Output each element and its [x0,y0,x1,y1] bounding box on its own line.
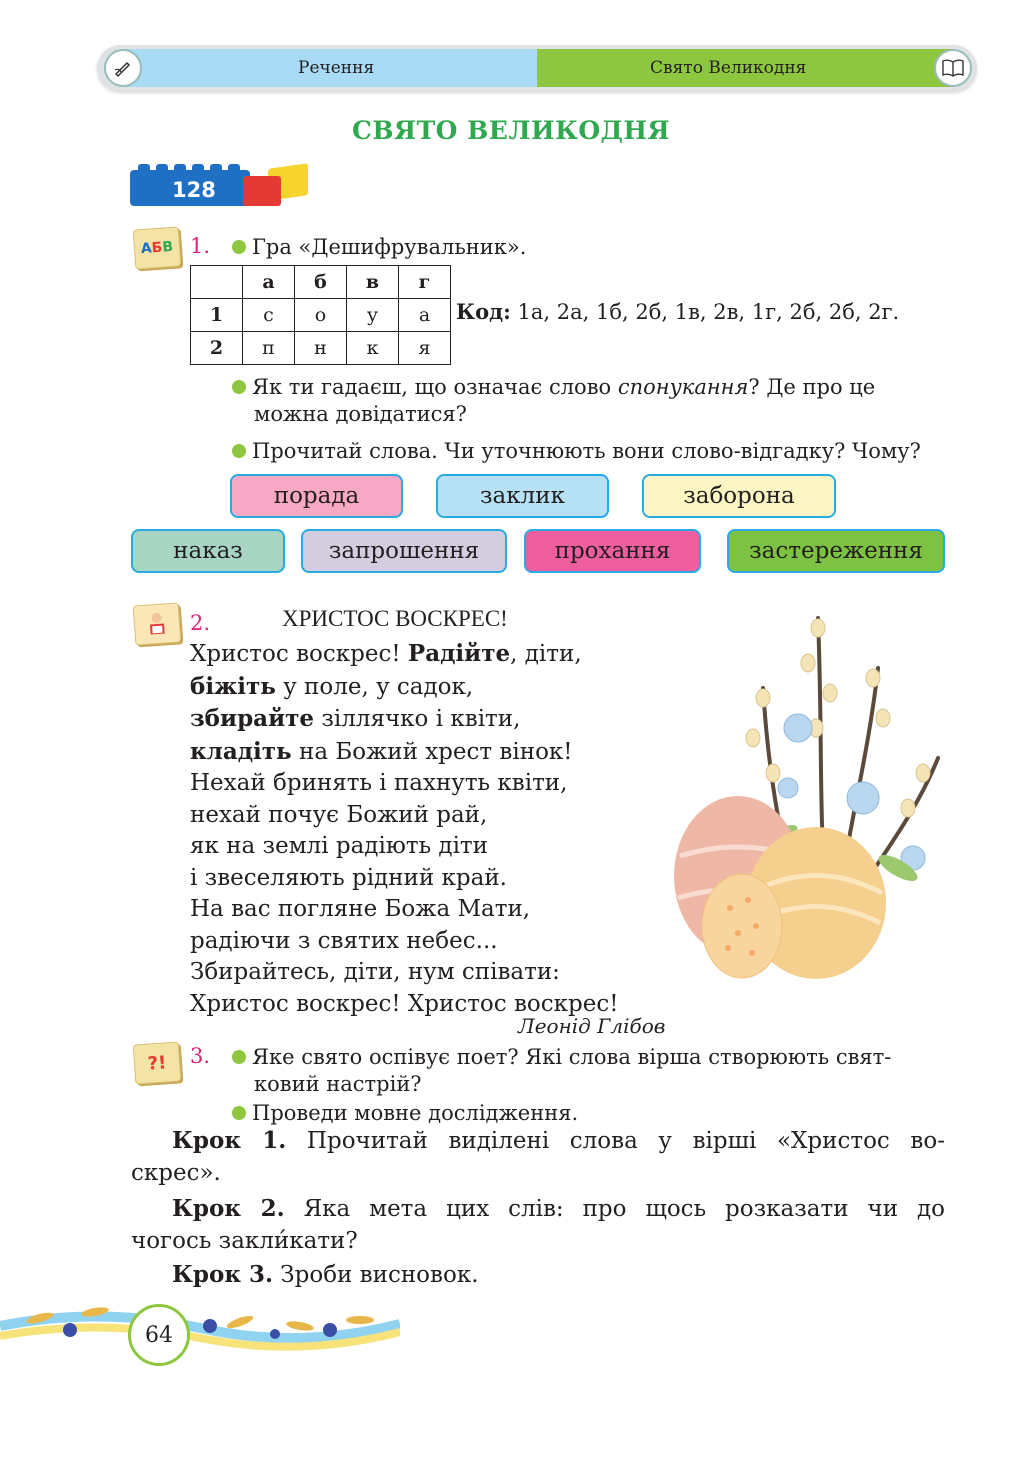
table-header-cell: а [243,266,295,299]
poem-line [190,831,618,863]
table-row [191,299,451,332]
poem-line [190,671,618,704]
word-card: наказ [131,529,285,573]
step1-text: Прочитай виділені слова у вірші «Христос во- [286,1128,945,1154]
q1-part2: ? Де про це [748,375,876,399]
word-card: заклик [436,474,609,518]
task3-q2-text: Проведи мовне дослідження. [252,1101,579,1125]
q1-part1: Як ти гадаєш, що означає слово [252,375,618,399]
table-header-cell: г [399,266,451,299]
task-number: 1. [190,234,211,258]
poem-text: радіючи з святих небес... [190,927,498,954]
word-card: прохання [524,529,701,573]
poem-line [190,926,618,958]
poem-line [190,638,618,671]
step2-text: Яка мета цих слів: про щось розказати чи до [284,1196,945,1222]
table-row [191,266,451,299]
poem-title: ХРИСТОС ВОСКРЕС! [282,606,508,631]
code-label: Код: [456,299,511,324]
poem-bold-word: Радійте [407,640,511,667]
table-cell: н [295,332,347,365]
task-number: 3. [190,1044,211,1068]
task3-q1-line1: Яке свято оспівує поет? Які слова вірша створюють свят- [252,1045,892,1069]
bullet-icon [232,444,246,458]
poem-text: зіллячко і квіти, [314,706,521,732]
poem-text: Христос воскрес! Христос воскрес! [190,990,619,1017]
poem-line [190,703,618,736]
step3-line [172,1261,479,1288]
task1-question2 [232,436,921,467]
table-cell: к [347,332,399,365]
poem-text: нехай почує Божий рай, [190,801,488,828]
page-number: 64 [128,1304,190,1366]
bullet-icon [232,380,246,394]
table-row-header: 1 [191,299,243,332]
poem-text: Збирайтесь, діти, нум співати: [190,959,560,985]
poem-text: Нехай бринять і пахнуть квіти, [190,770,568,796]
table-cell: с [243,299,295,332]
poem-text: на Божий хрест вінок! [291,738,573,765]
page-title: СВЯТО ВЕЛИКОДНЯ [352,116,670,145]
step2-line2: чогось закли́кати? [131,1228,358,1254]
poem-bold-word: збирайте [190,705,315,732]
task-number: 2. [190,611,211,635]
poem-text: На вас погляне Божа Мати, [190,896,531,922]
poem-bold-word: біжіть [190,672,276,700]
task1-intro [232,232,526,263]
poem [190,604,618,1020]
wheat-flowers-ribbon-icon [0,1296,400,1366]
table-cell: я [399,332,451,365]
cipher-code [456,296,899,328]
poem-bold-word: кладіть [190,737,292,765]
step1-line2: скрес». [131,1160,221,1186]
word-card: застереження [727,529,945,573]
task3-question1-line2: ковий настрій? [254,1072,422,1096]
poem-line [190,894,618,926]
table-cell: а [399,299,451,332]
poem-line [190,957,618,989]
cipher-table [190,265,451,365]
pen-icon [104,49,142,87]
poem-line [190,736,618,769]
question-exclamation-icon: ?! [133,1041,182,1084]
table-cell: у [347,299,399,332]
word-card: заборона [642,474,836,518]
bullet-icon [232,240,246,254]
step3-text: Зроби висновок. [272,1262,479,1288]
poem-line [190,800,618,832]
header-left-label: Речення [298,58,375,78]
book-icon [934,49,972,87]
reading-child-icon [133,602,182,645]
table-cell: п [243,332,295,365]
table-row-header: 2 [191,332,243,365]
poem-text: у поле, у садок, [275,673,474,700]
step1-label: Крок 1. [172,1127,287,1154]
poem-text: Христос воскрес! [190,641,408,667]
lesson-number: 128 [172,178,216,202]
q2-text: Прочитай слова. Чи уточнюють вони слово-відгадку? Чому? [252,439,921,463]
task1-intro-text: Гра «Дешифрувальник». [252,235,527,259]
step2-label: Крок 2. [172,1195,285,1222]
word-card: порада [230,474,403,518]
table-cell: о [295,299,347,332]
table-row [191,332,451,365]
poem-line [190,863,618,895]
abc-blocks-icon: А Б В [133,226,182,269]
bullet-icon [232,1106,246,1120]
q1-italic-word: спонукання [617,375,749,399]
table-header-cell: в [347,266,399,299]
step1-line1 [172,1127,945,1154]
easter-eggs-and-willow-icon [668,608,948,980]
poem-author: Леонід Глібов [518,1014,666,1038]
code-value: 1а, 2а, 1б, 2б, 1в, 2в, 1г, 2б, 2б, 2г. [510,300,900,324]
word-card: запрошення [301,529,507,573]
task3-question2 [232,1098,578,1129]
header-right-label: Свято Великодня [650,58,807,78]
step3-label: Крок 3. [172,1261,273,1288]
step2-line1 [172,1195,945,1222]
poem-text: , діти, [510,641,582,667]
task1-question1-line2: можна довідатися? [254,402,467,426]
poem-line [190,768,618,800]
table-header-cell: б [295,266,347,299]
bullet-icon [232,1050,246,1064]
poem-text: як на землі радіють діти [190,833,488,859]
poem-text: і звеселяють рідний край. [190,864,507,891]
table-cell [191,266,243,299]
